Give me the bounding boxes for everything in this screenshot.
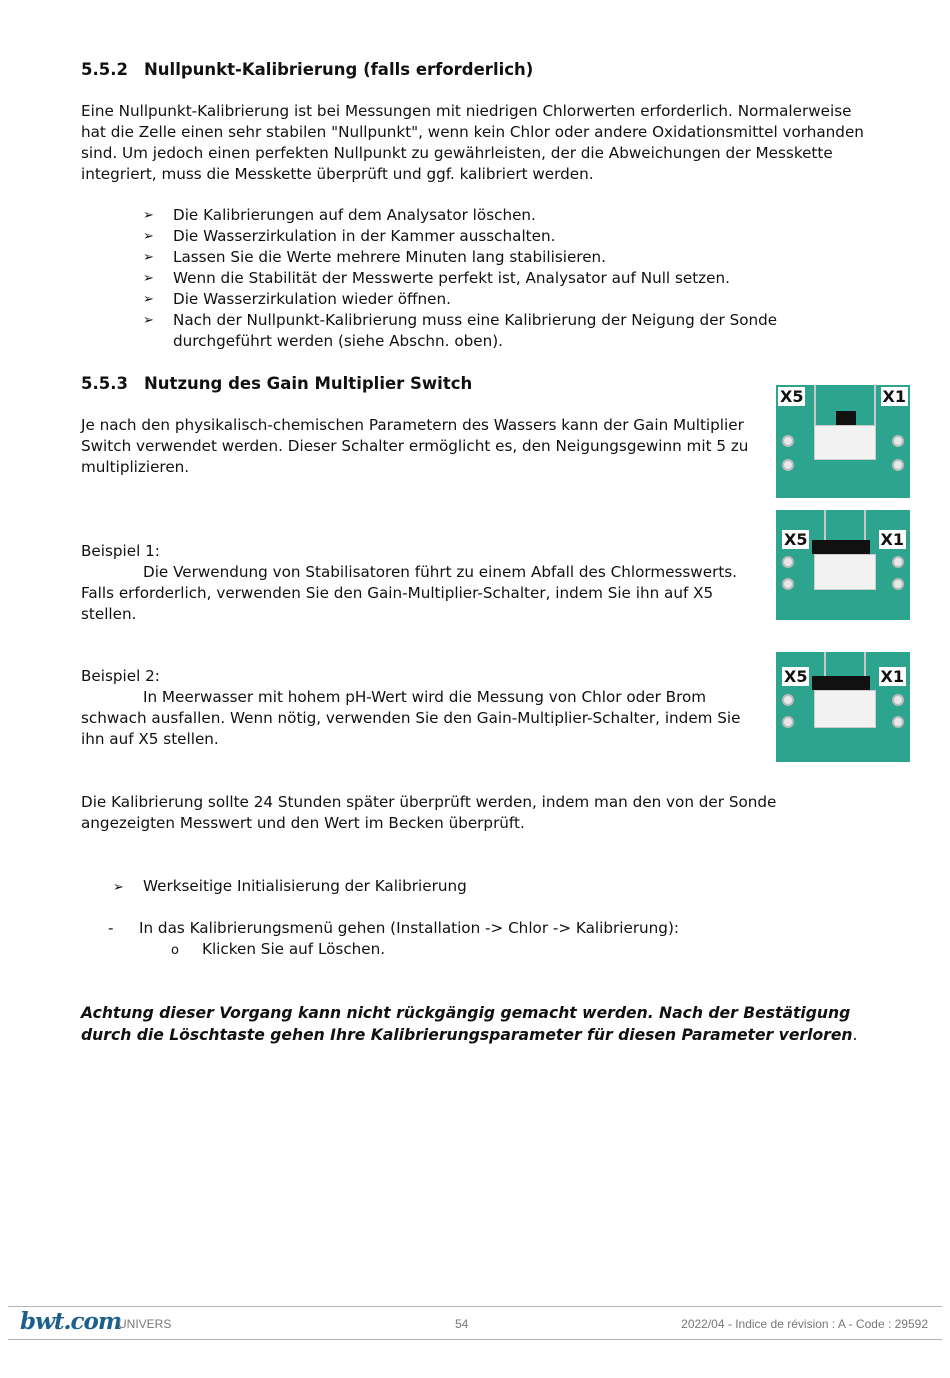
bwt-logo: bwt.com — [20, 1308, 122, 1335]
list-item-text: Die Kalibrierungen auf dem Analysator löschen. — [173, 206, 536, 224]
list-item-text: Die Wasserzirkulation in der Kammer ausschalten. — [173, 227, 556, 245]
list-item — [143, 247, 823, 268]
factory-reset-text: Werkseitige Initialisierung der Kalibrierung — [143, 877, 467, 895]
arrow-bullet-icon: ➢ — [143, 250, 154, 265]
x5-label: X5 — [780, 387, 804, 406]
footer-top-rule — [8, 1306, 942, 1307]
list-item — [143, 268, 823, 289]
list-item-text: Nach der Nullpunkt-Kalibrierung muss eine Kalibrierung der Neigung der Sonde durchgeführt werden (siehe Abschn. oben). — [173, 311, 778, 350]
switch-photo-neutral — [776, 385, 910, 498]
x1-label: X1 — [880, 667, 904, 686]
list-item — [143, 226, 823, 247]
switch-photo-x5 — [776, 510, 910, 620]
x1-label: X1 — [882, 387, 906, 406]
arrow-bullet-icon: ➢ — [143, 208, 154, 223]
example-1 — [81, 541, 761, 625]
arrow-bullet-icon: ➢ — [143, 271, 154, 286]
section-552-intro: Eine Nullpunkt-Kalibrierung ist bei Messungen mit niedrigen Chlorwerten erforderlich. Normalerweise hat die Zelle einen sehr stabilen "Nullpunkt", wenn kein Chlor oder andere Oxidationsmittel vorhanden sind. Um jedoch einen perfekten Nullpunkt zu gewährleisten, der die Abweichungen der Messkette integriert, muss die Messkette überprüft und ggf. kalibriert werden. — [81, 102, 864, 183]
switch-knob — [836, 411, 856, 425]
arrow-bullet-icon: ➢ — [113, 880, 124, 895]
arrow-bullet-icon: ➢ — [143, 313, 154, 328]
section-553-heading — [81, 374, 472, 393]
factory-reset-step-text: In das Kalibrierungsmenü gehen (Installation -> Chlor -> Kalibrierung): — [139, 919, 679, 937]
switch-knob — [812, 676, 870, 690]
factory-reset-bullet — [113, 876, 467, 898]
switch-photo-x5-alt — [776, 652, 910, 762]
example-2 — [81, 666, 761, 750]
arrow-bullet-icon: ➢ — [143, 292, 154, 307]
footer-product: UNIVERS — [118, 1317, 172, 1331]
x1-label: X1 — [880, 530, 904, 549]
footer-revision: 2022/04 - Indice de révision : A - Code : 29592 — [681, 1317, 928, 1331]
example-1-rest: Falls erforderlich, verwenden Sie den Gain-Multiplier-Schalter, indem Sie ihn auf X5 stellen. — [81, 584, 714, 623]
switch-body — [814, 554, 876, 590]
section-553-intro: Je nach den physikalisch-chemischen Parametern des Wassers kann der Gain Multiplier Switch verwendet werden. Dieser Schalter ermöglicht es, den Neigungsgewinn mit 5 zu multiplizieren. — [81, 416, 749, 476]
list-item-text: Die Wasserzirkulation wieder öffnen. — [173, 290, 451, 308]
section-title: Nutzung des Gain Multiplier Switch — [144, 374, 473, 393]
example-2-rest: schwach ausfallen. Wenn nötig, verwenden Sie den Gain-Multiplier-Schalter, indem Sie ihn auf X5 stellen. — [81, 709, 741, 748]
x5-label: X5 — [784, 530, 808, 549]
arrow-bullet-icon: ➢ — [143, 229, 154, 244]
warning-period: . — [852, 1026, 858, 1044]
switch-knob — [812, 540, 870, 554]
example-1-line1-text: Die Verwendung von Stabilisatoren führt zu einem Abfall des Chlormesswerts. — [143, 563, 738, 581]
footer-bottom-rule — [8, 1339, 942, 1340]
factory-reset-step — [108, 918, 679, 939]
footer-page-number: 54 — [455, 1317, 469, 1331]
circle-marker: o — [171, 943, 179, 958]
example-2-line1-text: In Meerwasser mit hohem pH-Wert wird die Messung von Chlor oder Brom — [143, 688, 707, 706]
warning-text: Achtung dieser Vorgang kann nicht rückgängig gemacht werden. Nach der Bestätigung durch die Löschtaste gehen Ihre Kalibrierungsparameter für diesen Parameter verloren — [81, 1004, 853, 1044]
x5-label: X5 — [784, 667, 808, 686]
factory-reset-substep — [171, 939, 385, 961]
warning-note — [81, 1002, 871, 1046]
example-1-line1 — [81, 562, 761, 583]
example-2-line1 — [81, 687, 761, 708]
section-title: Nullpunkt-Kalibrierung (falls erforderlich) — [144, 60, 534, 79]
section-number: 5.5.3 — [81, 374, 128, 393]
switch-body — [814, 690, 876, 728]
dash-marker: - — [108, 919, 114, 937]
section-552-heading — [81, 60, 533, 79]
check-note: Die Kalibrierung sollte 24 Stunden später überprüft werden, indem man den von der Sonde angezeigten Messwert und den Wert im Becken überprüft. — [81, 793, 777, 832]
list-item-text: Lassen Sie die Werte mehrere Minuten lang stabilisieren. — [173, 248, 606, 266]
factory-reset-substep-text: Klicken Sie auf Löschen. — [202, 940, 386, 958]
list-item — [143, 310, 783, 352]
example-2-label: Beispiel 2: — [81, 667, 160, 685]
section-number: 5.5.2 — [81, 60, 128, 79]
calibration-steps-list — [143, 205, 823, 352]
example-1-label: Beispiel 1: — [81, 542, 160, 560]
list-item — [143, 289, 823, 310]
list-item — [143, 205, 823, 226]
list-item-text: Wenn die Stabilität der Messwerte perfekt ist, Analysator auf Null setzen. — [173, 269, 730, 287]
switch-body — [814, 425, 876, 460]
